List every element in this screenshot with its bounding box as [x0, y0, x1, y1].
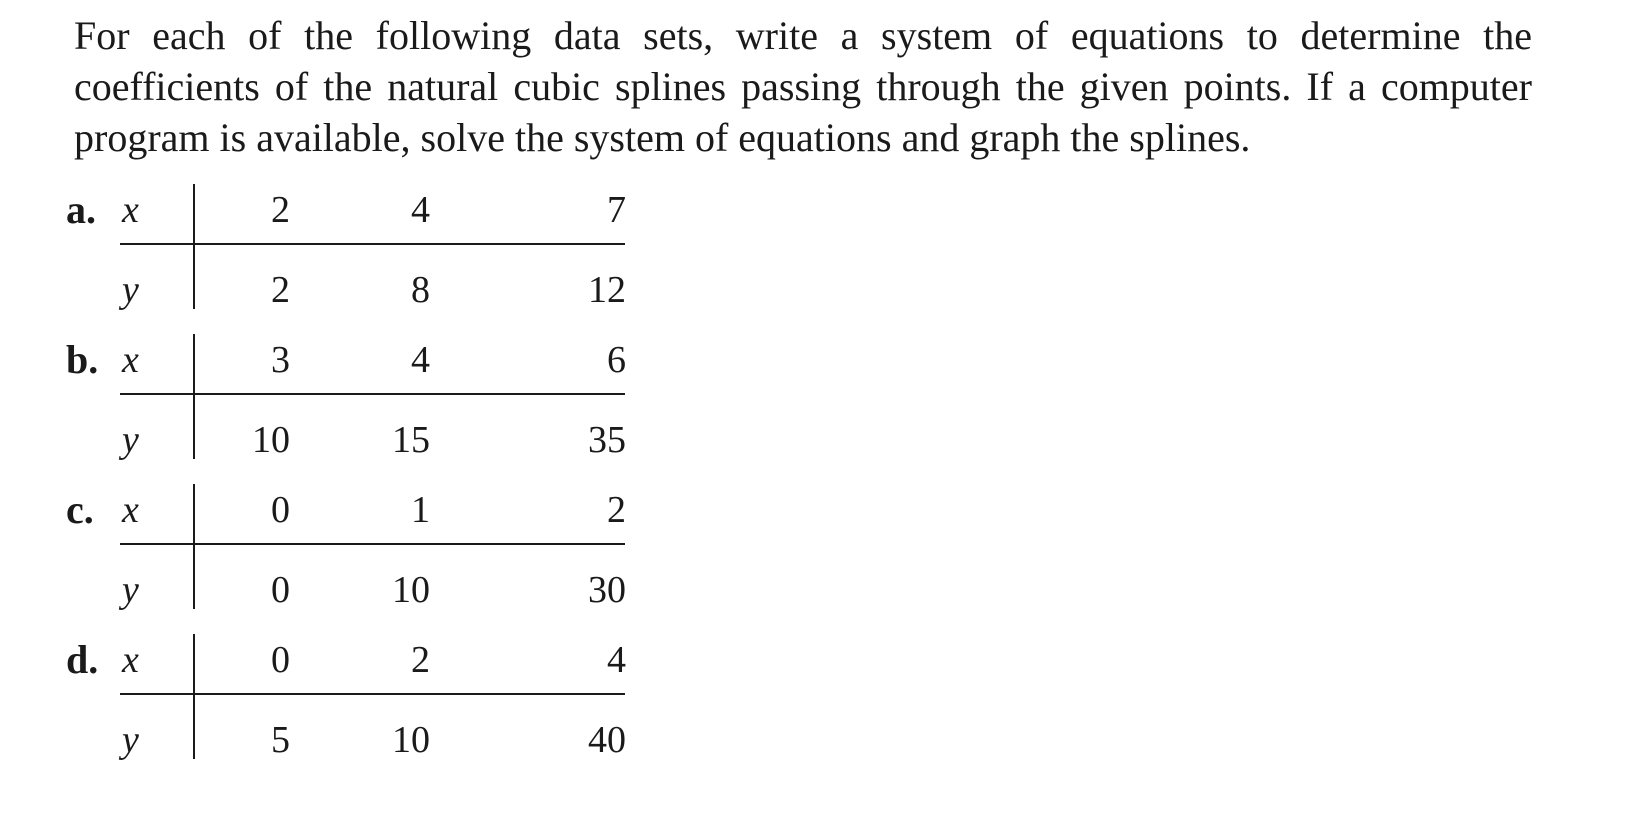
x-value: 2	[271, 189, 290, 231]
table-vertical-rule	[193, 634, 195, 759]
instructions-text: For each of the following data sets, write a system of equations to determine the coefficients of the natural cubic splines passing through the given points. If a computer program is available, solve the system of equations and graph the splines.	[74, 13, 1532, 160]
y-value: 30	[588, 569, 626, 611]
x-value: 0	[271, 639, 290, 681]
x-header: x	[122, 639, 139, 681]
problem-d-table	[60, 637, 626, 768]
x-header: x	[122, 489, 139, 531]
y-header: y	[122, 419, 139, 461]
problem-label: c.	[66, 487, 94, 532]
x-header: x	[122, 339, 139, 381]
x-value: 4	[411, 189, 430, 231]
y-value: 0	[271, 569, 290, 611]
x-value: 2	[411, 639, 430, 681]
table-vertical-rule	[193, 334, 195, 459]
x-value: 4	[607, 639, 626, 681]
x-value: 7	[607, 189, 626, 231]
y-value: 35	[588, 419, 626, 461]
y-value: 10	[392, 569, 430, 611]
problem-a-table	[60, 187, 626, 318]
table-vertical-rule	[193, 484, 195, 609]
x-value: 2	[607, 489, 626, 531]
y-header: y	[122, 719, 139, 761]
y-value: 2	[271, 269, 290, 311]
y-value: 5	[271, 719, 290, 761]
problem-c-table	[60, 487, 626, 618]
y-value: 12	[588, 269, 626, 311]
problem-label: a.	[66, 187, 96, 232]
problem-label: b.	[66, 337, 99, 382]
y-value: 15	[392, 419, 430, 461]
table-horizontal-rule	[120, 243, 625, 245]
x-value: 3	[271, 339, 290, 381]
table-horizontal-rule	[120, 543, 625, 545]
problem-label: d.	[66, 637, 99, 682]
x-value: 0	[271, 489, 290, 531]
x-value: 1	[411, 489, 430, 531]
x-value: 6	[607, 339, 626, 381]
table-horizontal-rule	[120, 393, 625, 395]
x-value: 4	[411, 339, 430, 381]
y-value: 10	[252, 419, 290, 461]
y-header: y	[122, 569, 139, 611]
x-header: x	[122, 189, 139, 231]
y-value: 10	[392, 719, 430, 761]
table-horizontal-rule	[120, 693, 625, 695]
table-vertical-rule	[193, 184, 195, 309]
problem-b-table	[60, 337, 626, 468]
y-value: 8	[411, 269, 430, 311]
y-value: 40	[588, 719, 626, 761]
y-header: y	[122, 269, 139, 311]
